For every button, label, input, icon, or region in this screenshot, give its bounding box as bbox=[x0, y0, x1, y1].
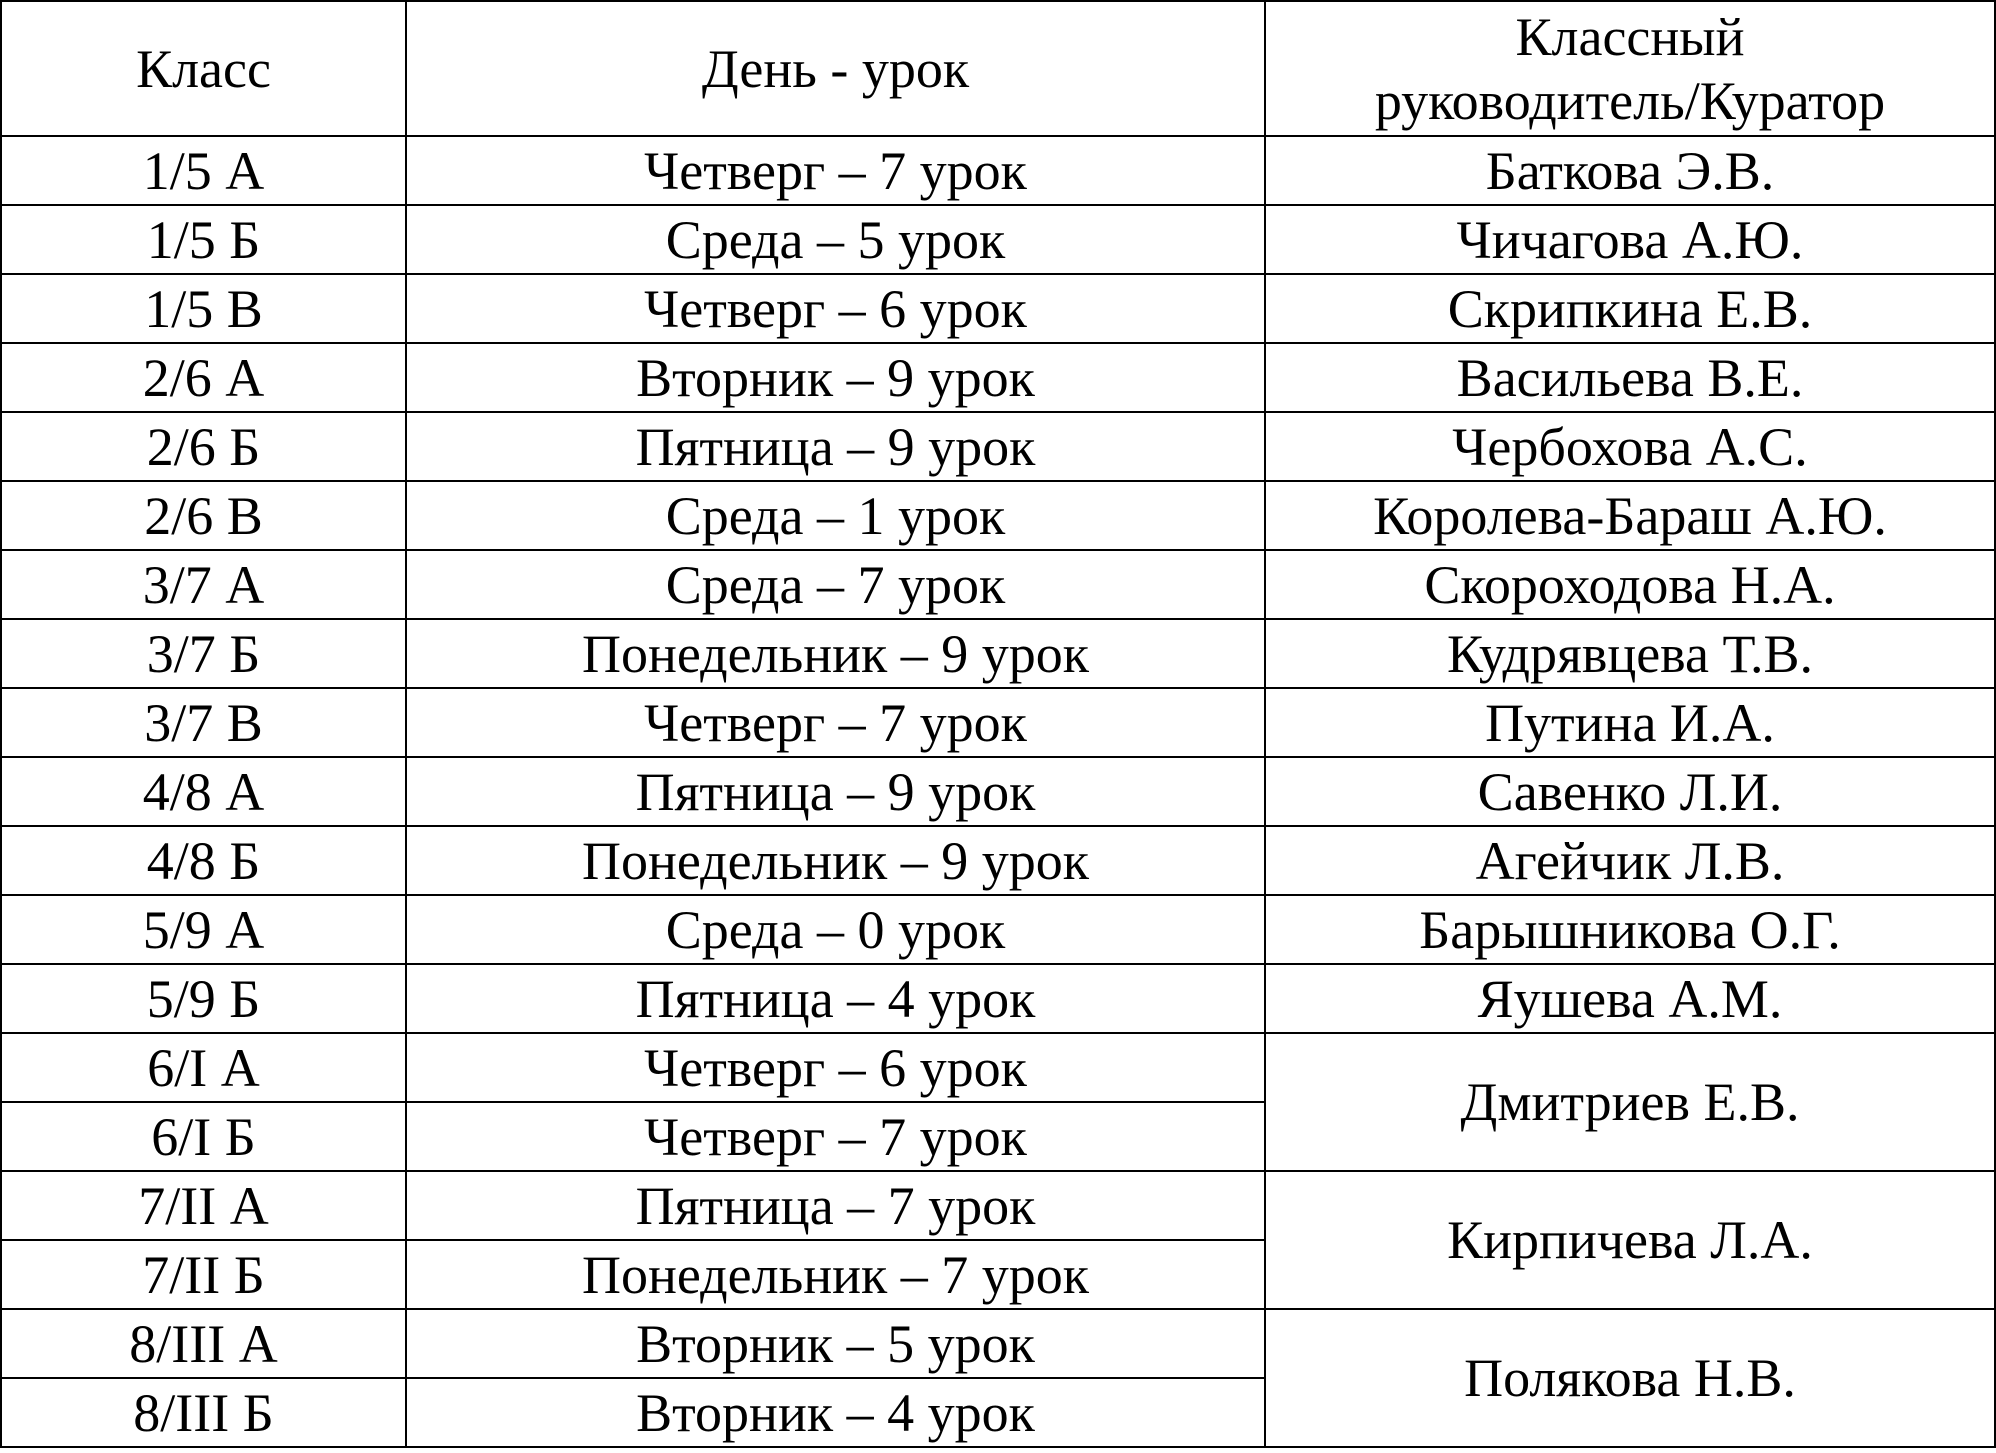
cell-teacher: Чербохова А.С. bbox=[1265, 412, 1995, 481]
header-row bbox=[1, 1, 1995, 136]
table-row bbox=[1, 550, 1995, 619]
cell-teacher: Яушева А.М. bbox=[1265, 964, 1995, 1033]
cell-teacher: Савенко Л.И. bbox=[1265, 757, 1995, 826]
cell-day-lesson: Четверг – 7 урок bbox=[406, 688, 1265, 757]
cell-teacher: Кирпичева Л.А. bbox=[1265, 1171, 1995, 1309]
table-row bbox=[1, 964, 1995, 1033]
table-row bbox=[1, 481, 1995, 550]
cell-day-lesson: Четверг – 6 урок bbox=[406, 1033, 1265, 1102]
cell-teacher: Кудрявцева Т.В. bbox=[1265, 619, 1995, 688]
header-teacher bbox=[1265, 1, 1995, 136]
cell-class: 4/8 А bbox=[1, 757, 406, 826]
cell-day-lesson: Понедельник – 7 урок bbox=[406, 1240, 1265, 1309]
cell-day-lesson: Среда – 1 урок bbox=[406, 481, 1265, 550]
cell-class: 5/9 Б bbox=[1, 964, 406, 1033]
cell-day-lesson: Пятница – 9 урок bbox=[406, 412, 1265, 481]
cell-day-lesson: Среда – 7 урок bbox=[406, 550, 1265, 619]
cell-teacher: Путина И.А. bbox=[1265, 688, 1995, 757]
cell-teacher: Чичагова А.Ю. bbox=[1265, 205, 1995, 274]
cell-day-lesson: Понедельник – 9 урок bbox=[406, 826, 1265, 895]
cell-class: 5/9 А bbox=[1, 895, 406, 964]
table-row bbox=[1, 274, 1995, 343]
cell-day-lesson: Четверг – 7 урок bbox=[406, 136, 1265, 205]
cell-class: 3/7 В bbox=[1, 688, 406, 757]
cell-teacher: Скороходова Н.А. bbox=[1265, 550, 1995, 619]
header-class: Класс bbox=[1, 1, 406, 136]
cell-day-lesson: Среда – 0 урок bbox=[406, 895, 1265, 964]
cell-day-lesson: Среда – 5 урок bbox=[406, 205, 1265, 274]
cell-teacher: Королева-Бараш А.Ю. bbox=[1265, 481, 1995, 550]
table-row bbox=[1, 1309, 1995, 1378]
cell-class: 3/7 А bbox=[1, 550, 406, 619]
cell-day-lesson: Четверг – 6 урок bbox=[406, 274, 1265, 343]
table-row bbox=[1, 412, 1995, 481]
cell-day-lesson: Четверг – 7 урок bbox=[406, 1102, 1265, 1171]
cell-teacher: Агейчик Л.В. bbox=[1265, 826, 1995, 895]
cell-class: 1/5 Б bbox=[1, 205, 406, 274]
cell-class: 2/6 В bbox=[1, 481, 406, 550]
cell-teacher: Дмитриев Е.В. bbox=[1265, 1033, 1995, 1171]
cell-teacher: Полякова Н.В. bbox=[1265, 1309, 1995, 1447]
cell-day-lesson: Вторник – 5 урок bbox=[406, 1309, 1265, 1378]
cell-day-lesson: Вторник – 4 урок bbox=[406, 1378, 1265, 1447]
cell-day-lesson: Вторник – 9 урок bbox=[406, 343, 1265, 412]
cell-class: 4/8 Б bbox=[1, 826, 406, 895]
cell-teacher: Баткова Э.В. bbox=[1265, 136, 1995, 205]
cell-class: 8/III А bbox=[1, 1309, 406, 1378]
cell-class: 6/I А bbox=[1, 1033, 406, 1102]
table-row bbox=[1, 757, 1995, 826]
table-row bbox=[1, 205, 1995, 274]
table-row bbox=[1, 619, 1995, 688]
cell-class: 1/5 В bbox=[1, 274, 406, 343]
table-row bbox=[1, 895, 1995, 964]
table-row bbox=[1, 1033, 1995, 1102]
cell-class: 8/III Б bbox=[1, 1378, 406, 1447]
cell-class: 1/5 А bbox=[1, 136, 406, 205]
cell-class: 2/6 Б bbox=[1, 412, 406, 481]
header-day-lesson: День - урок bbox=[406, 1, 1265, 136]
cell-teacher: Скрипкина Е.В. bbox=[1265, 274, 1995, 343]
header-teacher-line2: руководитель/Куратор bbox=[1374, 70, 1886, 131]
cell-class: 7/II А bbox=[1, 1171, 406, 1240]
cell-day-lesson: Пятница – 7 урок bbox=[406, 1171, 1265, 1240]
cell-class: 2/6 А bbox=[1, 343, 406, 412]
table-row bbox=[1, 136, 1995, 205]
table-row bbox=[1, 688, 1995, 757]
table-row bbox=[1, 826, 1995, 895]
cell-day-lesson: Пятница – 9 урок bbox=[406, 757, 1265, 826]
table-row bbox=[1, 343, 1995, 412]
cell-teacher: Барышникова О.Г. bbox=[1265, 895, 1995, 964]
cell-class: 6/I Б bbox=[1, 1102, 406, 1171]
cell-teacher: Васильева В.Е. bbox=[1265, 343, 1995, 412]
cell-day-lesson: Пятница – 4 урок bbox=[406, 964, 1265, 1033]
cell-day-lesson: Понедельник – 9 урок bbox=[406, 619, 1265, 688]
header-teacher-line1: Классный bbox=[1515, 6, 1745, 67]
cell-class: 3/7 Б bbox=[1, 619, 406, 688]
table-row bbox=[1, 1171, 1995, 1240]
cell-class: 7/II Б bbox=[1, 1240, 406, 1309]
